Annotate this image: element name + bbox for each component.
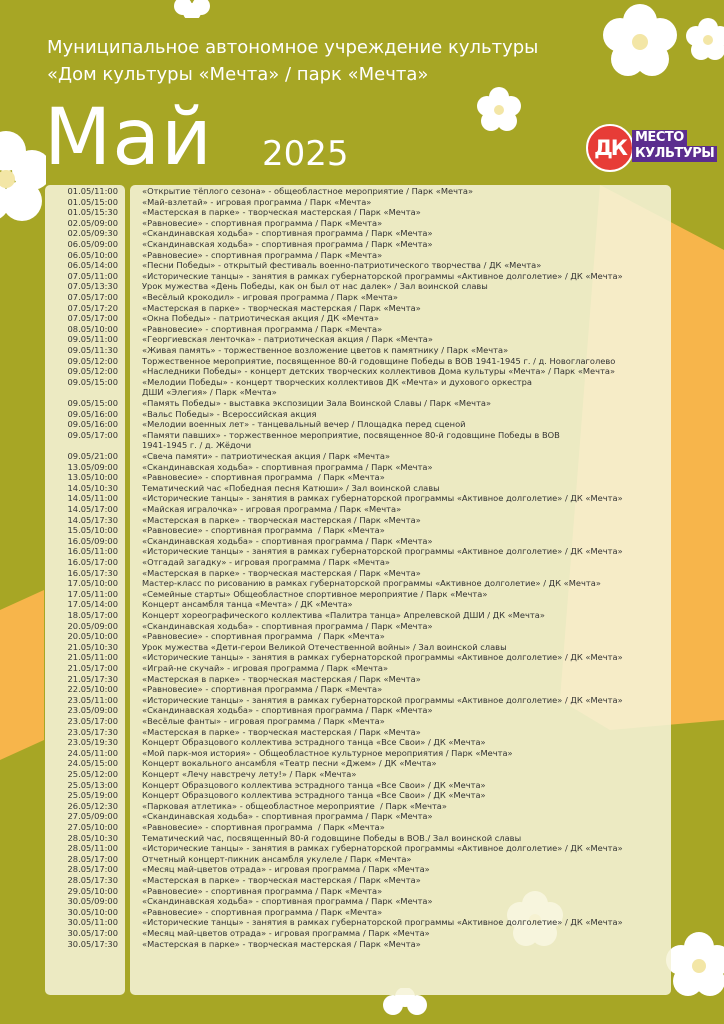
schedule-date: 21.05/11:00 (67, 652, 118, 663)
schedule-date: 21.05/17:00 (67, 663, 118, 673)
schedule-event: «Исторические танцы» - занятия в рамках губернаторской программы «Активное долголетие» / ДК «Мечта» (142, 843, 623, 854)
schedule-event: «Песни Победы» - открытый фестиваль военно-патриотического творчества / ДК «Мечта» (142, 260, 542, 271)
schedule-date: 09.05/11:30 (67, 345, 118, 355)
schedule-date: 09.05/17:00 (67, 429, 118, 440)
schedule-date: 25.05/12:00 (67, 769, 118, 779)
schedule-date: 16.05/17:00 (67, 557, 118, 567)
schedule-event: «Равновесие» - спортивная программа / Парк «Мечта» (142, 822, 385, 832)
schedule-date: 28.05/17:30 (67, 875, 118, 885)
schedule-event: «Мастерская в парке» - творческая мастерская / Парк «Мечта» (142, 875, 421, 885)
schedule-event: «Майская игралочка» - игровая программа / Парк «Мечта» (142, 504, 402, 514)
orange-shape-left (0, 590, 44, 760)
schedule-event: «Памяти павших» - торжественное мероприятие, посвященное 80-й годовщине Победы в ВОВ 1941-1945 г. / д. Жёдочи (142, 429, 560, 451)
schedule-date: 09.05/16:00 (67, 419, 118, 430)
year-title: 2025 (262, 134, 349, 174)
schedule-date: 24.05/11:00 (67, 747, 118, 758)
schedule-event: Концерт Образцового коллектива эстрадного танца «Все Свои» / ДК «Мечта» (142, 737, 486, 748)
schedule-date: 28.05/10:30 (67, 832, 118, 843)
schedule-event: «Исторические танцы» - занятия в рамках губернаторской программы «Активное долголетие» / ДК «Мечта» (142, 270, 623, 281)
schedule-event: «Равновесие» - спортивная программа / Парк «Мечта» (142, 885, 383, 896)
flower-icon (683, 15, 724, 65)
schedule-event: «Семейные старты» Общеобластное спортивное мероприятие / Парк «Мечта» (142, 588, 488, 599)
schedule-event: «Скандинавская ходьба» - спортивная программа / Парк «Мечта» (142, 239, 433, 249)
schedule-date: 30.05/09:00 (67, 896, 118, 907)
schedule-event: «Память Победы» - выставка экспозиции Зала Воинской Славы / Парк «Мечта» (142, 398, 492, 408)
schedule-date: 30.05/17:00 (67, 928, 118, 938)
schedule-date: 28.05/17:00 (67, 864, 118, 875)
schedule-date: 06.05/10:00 (67, 249, 118, 260)
schedule-date: 07.05/17:00 (67, 313, 118, 324)
schedule-date: 14.05/17:30 (67, 514, 118, 525)
schedule-date: 08.05/10:00 (67, 323, 118, 334)
schedule-date: 09.05/15:00 (67, 398, 118, 408)
schedule-event: Концерт «Лечу навстречу лету!» / Парк «Мечта» (142, 769, 357, 779)
schedule-event: «Весёлые фанты» - игровая программа / Парк «Мечта» (142, 716, 385, 726)
schedule-date: 14.05/10:30 (67, 482, 118, 493)
schedule-date: 29.05/10:00 (67, 885, 118, 896)
schedule-event: «Скандинавская ходьба» - спортивная программа / Парк «Мечта» (142, 535, 433, 546)
schedule-date: 20.05/09:00 (67, 620, 118, 631)
schedule-event: «Месяц май-цветов отрада» - игровая программа / Парк «Мечта» (142, 864, 430, 875)
schedule-date: 27.05/10:00 (67, 822, 118, 832)
schedule-event: Тематический час, посвященный 80-й годовщине Победы в ВОВ./ Зал воинской славы (142, 832, 522, 843)
schedule-event: Урок мужества «Дети-герои Великой Отечественной войны» / Зал воинской славы (142, 641, 507, 652)
schedule-event: «Исторические танцы» - занятия в рамках губернаторской программы «Активное долголетие» / ДК «Мечта» (142, 493, 623, 504)
schedule-date: 01.05/15:30 (67, 207, 118, 218)
schedule-date: 23.05/17:30 (67, 726, 118, 737)
schedule-event: «Парковая атлетика» - общеобластное мероприятие / Парк «Мечта» (142, 800, 447, 811)
schedule-event: Мастер-класс по рисованию в рамках губернаторской программы «Активное долголетие» / ДК «Мечта» (142, 578, 601, 589)
schedule-event: Торжественное мероприятие, посвященное 80-й годовщине Победы в ВОВ 1941-1945 г. / д. Новоглаголево (142, 355, 616, 366)
schedule-date: 09.05/12:00 (67, 366, 118, 377)
logo-mark: ДК (586, 124, 634, 172)
schedule-event: «Открытие тёплого сезона» - общеобластное мероприятие / Парк «Мечта» (142, 186, 474, 196)
organization-name (47, 34, 607, 88)
schedule-date: 17.05/10:00 (67, 578, 118, 589)
schedule-date: 28.05/17:00 (67, 853, 118, 864)
logo-line-2: КУЛЬТУРЫ (632, 146, 717, 162)
schedule-event: «Скандинавская ходьба» - спортивная программа / Парк «Мечта» (142, 620, 433, 631)
schedule-event: «Скандинавская ходьба» - спортивная программа / Парк «Мечта» (142, 461, 433, 472)
schedule-date: 09.05/12:00 (67, 355, 118, 366)
schedule-event: «Мастерская в парке» - творческая мастерская / Парк «Мечта» (142, 567, 421, 578)
logo (586, 124, 715, 174)
schedule-date: 02.05/09:30 (67, 228, 118, 239)
schedule-event: «Мелодии военных лет» - танцевальный вечер / Площадка перед сценой (142, 419, 466, 430)
schedule-event: «Скандинавская ходьба» - спортивная программа / Парк «Мечта» (142, 228, 433, 239)
schedule-event: «Мой парк-моя история» - Общеобластное культурное мероприятия / Парк «Мечта» (142, 747, 513, 758)
schedule-date: 16.05/09:00 (67, 535, 118, 546)
schedule-date: 09.05/11:00 (67, 334, 118, 345)
organization-line-2: «Дом культуры «Мечта» / парк «Мечта» (47, 64, 429, 85)
schedule-event: «Равновесие» - спортивная программа / Парк «Мечта» (142, 906, 383, 917)
schedule-event: «Наследники Победы» - концерт детских творческих коллективов Дома культуры «Мечта» / Парк «Мечта» (142, 366, 616, 377)
flower-icon (0, 124, 46, 234)
schedule-event: «Мастерская в парке» - творческая мастерская / Парк «Мечта» (142, 673, 421, 684)
organization-line-1: Муниципальное автономное учреждение культуры (47, 37, 539, 58)
schedule-event: «Равновесие» - спортивная программа / Парк «Мечта» (142, 323, 383, 334)
schedule-date: 23.05/19:30 (67, 737, 118, 748)
flower-icon (170, 0, 214, 18)
schedule-event: «Мастерская в парке» - творческая мастерская / Парк «Мечта» (142, 514, 421, 525)
logo-line-1: МЕСТО (632, 130, 687, 146)
schedule-date: 23.05/09:00 (67, 705, 118, 716)
schedule-date: 07.05/17:00 (67, 292, 118, 302)
schedule-date: 07.05/13:30 (67, 281, 118, 292)
schedule-event: Тематический час «Победная песня Катюши» / Зал воинской славы (142, 482, 440, 493)
schedule-event: «Исторические танцы» - занятия в рамках губернаторской программы «Активное долголетие» / ДК «Мечта» (142, 917, 623, 928)
schedule-event: «Мелодии Победы» - концерт творческих коллективов ДК «Мечта» и духового оркестра ДШИ «Элегия» / Парк «Мечта» (142, 376, 532, 398)
schedule-event: «Скандинавская ходьба» - спортивная программа / Парк «Мечта» (142, 705, 433, 716)
schedule-event: «Исторические танцы» - занятия в рамках губернаторской программы «Активное долголетие» / ДК «Мечта» (142, 694, 623, 705)
schedule-date: 14.05/11:00 (67, 493, 118, 504)
schedule-date: 09.05/21:00 (67, 451, 118, 461)
schedule-event: «Мастерская в парке» - творческая мастерская / Парк «Мечта» (142, 726, 421, 737)
schedule-event: «Май-взлетай» - игровая программа / Парк «Мечта» (142, 196, 372, 207)
schedule-event: Концерт хореографического коллектива «Палитра танца» Апрелевской ДШИ / ДК «Мечта» (142, 610, 545, 620)
schedule-date: 09.05/15:00 (67, 376, 118, 387)
schedule-event: Концерт вокального ансамбля «Театр песни «Джем» / ДК «Мечта» (142, 758, 437, 769)
schedule-event: «Равновесие» - спортивная программа / Парк «Мечта» (142, 631, 385, 642)
schedule-event: «Равновесие» - спортивная программа / Парк «Мечта» (142, 249, 383, 260)
logo-text (632, 130, 715, 162)
schedule-event: «Равновесие» - спортивная программа / Парк «Мечта» (142, 684, 383, 695)
schedule-event: «Исторические танцы» - занятия в рамках губернаторской программы «Активное долголетие» / ДК «Мечта» (142, 652, 623, 663)
schedule-date: 24.05/15:00 (67, 758, 118, 769)
schedule-event: «Вальс Победы» - Всероссийская акция (142, 408, 317, 419)
schedule-date: 25.05/19:00 (67, 790, 118, 801)
schedule-date: 28.05/11:00 (67, 843, 118, 854)
schedule-date: 17.05/14:00 (67, 599, 118, 610)
schedule-date: 23.05/17:00 (67, 716, 118, 726)
schedule-event: Урок мужества «День Победы, как он был от нас далек» / Зал воинской славы (142, 281, 488, 292)
schedule-date: 23.05/11:00 (67, 694, 118, 705)
schedule-event: «Равновесие» - спортивная программа / Парк «Мечта» (142, 217, 383, 228)
schedule-date: 16.05/11:00 (67, 546, 118, 557)
schedule-date: 14.05/17:00 (67, 504, 118, 514)
schedule-date: 01.05/15:00 (67, 196, 118, 207)
schedule-date: 22.05/10:00 (67, 684, 118, 695)
schedule-event: Отчетный концерт-пикник ансамбля укулеле / Парк «Мечта» (142, 853, 412, 864)
schedule-date: 30.05/10:00 (67, 906, 118, 917)
schedule-event: «Окна Победы» - патриотическая акция / ДК «Мечта» (142, 313, 379, 324)
schedule-date: 02.05/09:00 (67, 217, 118, 228)
schedule-date: 21.05/17:30 (67, 673, 118, 684)
schedule-date: 17.05/11:00 (67, 588, 118, 599)
schedule-event: «Мастерская в парке» - творческая мастерская / Парк «Мечта» (142, 938, 421, 949)
schedule-date: 27.05/09:00 (67, 811, 118, 822)
schedule-date: 18.05/17:00 (67, 610, 118, 620)
flower-icon (664, 926, 724, 1006)
flower-icon (598, 0, 682, 84)
schedule-date: 26.05/12:30 (67, 800, 118, 811)
schedule-event: «Скандинавская ходьба» - спортивная программа / Парк «Мечта» (142, 811, 433, 822)
schedule-date: 13.05/10:00 (67, 472, 118, 483)
schedule-date: 30.05/11:00 (67, 917, 118, 928)
schedule-event: «Скандинавская ходьба» - спортивная программа / Парк «Мечта» (142, 896, 433, 907)
schedule-date: 25.05/13:00 (67, 779, 118, 790)
schedule-event: «Живая память» - торжественное возложение цветов к памятнику / Парк «Мечта» (142, 345, 509, 355)
schedule-event: «Отгадай загадку» - игровая программа / Парк «Мечта» (142, 557, 390, 567)
schedule-date: 13.05/09:00 (67, 461, 118, 472)
schedule-date: 15.05/10:00 (67, 525, 118, 536)
schedule-date: 07.05/11:00 (67, 270, 118, 281)
month-title: Май (44, 93, 213, 183)
schedule-event: «Равновесие» - спортивная программа / Парк «Мечта» (142, 525, 385, 536)
schedule-event: Концерт Образцового коллектива эстрадного танца «Все Свои» / ДК «Мечта» (142, 790, 486, 801)
schedule-date: 06.05/09:00 (67, 239, 118, 249)
schedule-event: «Мастерская в парке» - творческая мастерская / Парк «Мечта» (142, 302, 421, 313)
schedule-event: «Мастерская в парке» - творческая мастерская / Парк «Мечта» (142, 207, 421, 218)
schedule-date: 01.05/11:00 (67, 186, 118, 196)
schedule-date: 20.05/10:00 (67, 631, 118, 642)
schedule-event: «Свеча памяти» - патриотическая акция / Парк «Мечта» (142, 451, 391, 461)
schedule-event: Концерт ансамбля танца «Мечта» / ДК «Мечта» (142, 599, 353, 610)
schedule-date: 07.05/17:20 (67, 302, 118, 313)
schedule-event: «Месяц май-цветов отрада» - игровая программа / Парк «Мечта» (142, 928, 430, 938)
schedule-date: 09.05/16:00 (67, 408, 118, 419)
schedule-date: 21.05/10:30 (67, 641, 118, 652)
flower-icon (473, 84, 525, 136)
schedule-event: «Весёлый крокодил» - игровая программа / Парк «Мечта» (142, 292, 398, 302)
schedule-date: 30.05/17:30 (67, 938, 118, 949)
schedule-date: 16.05/17:30 (67, 567, 118, 578)
schedule-date: 06.05/14:00 (67, 260, 118, 271)
schedule-event: «Равновесие» - спортивная программа / Парк «Мечта» (142, 472, 385, 483)
schedule-event: «Исторические танцы» - занятия в рамках губернаторской программы «Активное долголетие» / ДК «Мечта» (142, 546, 623, 557)
schedule-event: «Играй-не скучай» - игровая программа / Парк «Мечта» (142, 663, 389, 673)
schedule-event: «Георгиевская ленточка» - патриотическая акция / Парк «Мечта» (142, 334, 433, 345)
schedule-event: Концерт Образцового коллектива эстрадного танца «Все Свои» / ДК «Мечта» (142, 779, 486, 790)
